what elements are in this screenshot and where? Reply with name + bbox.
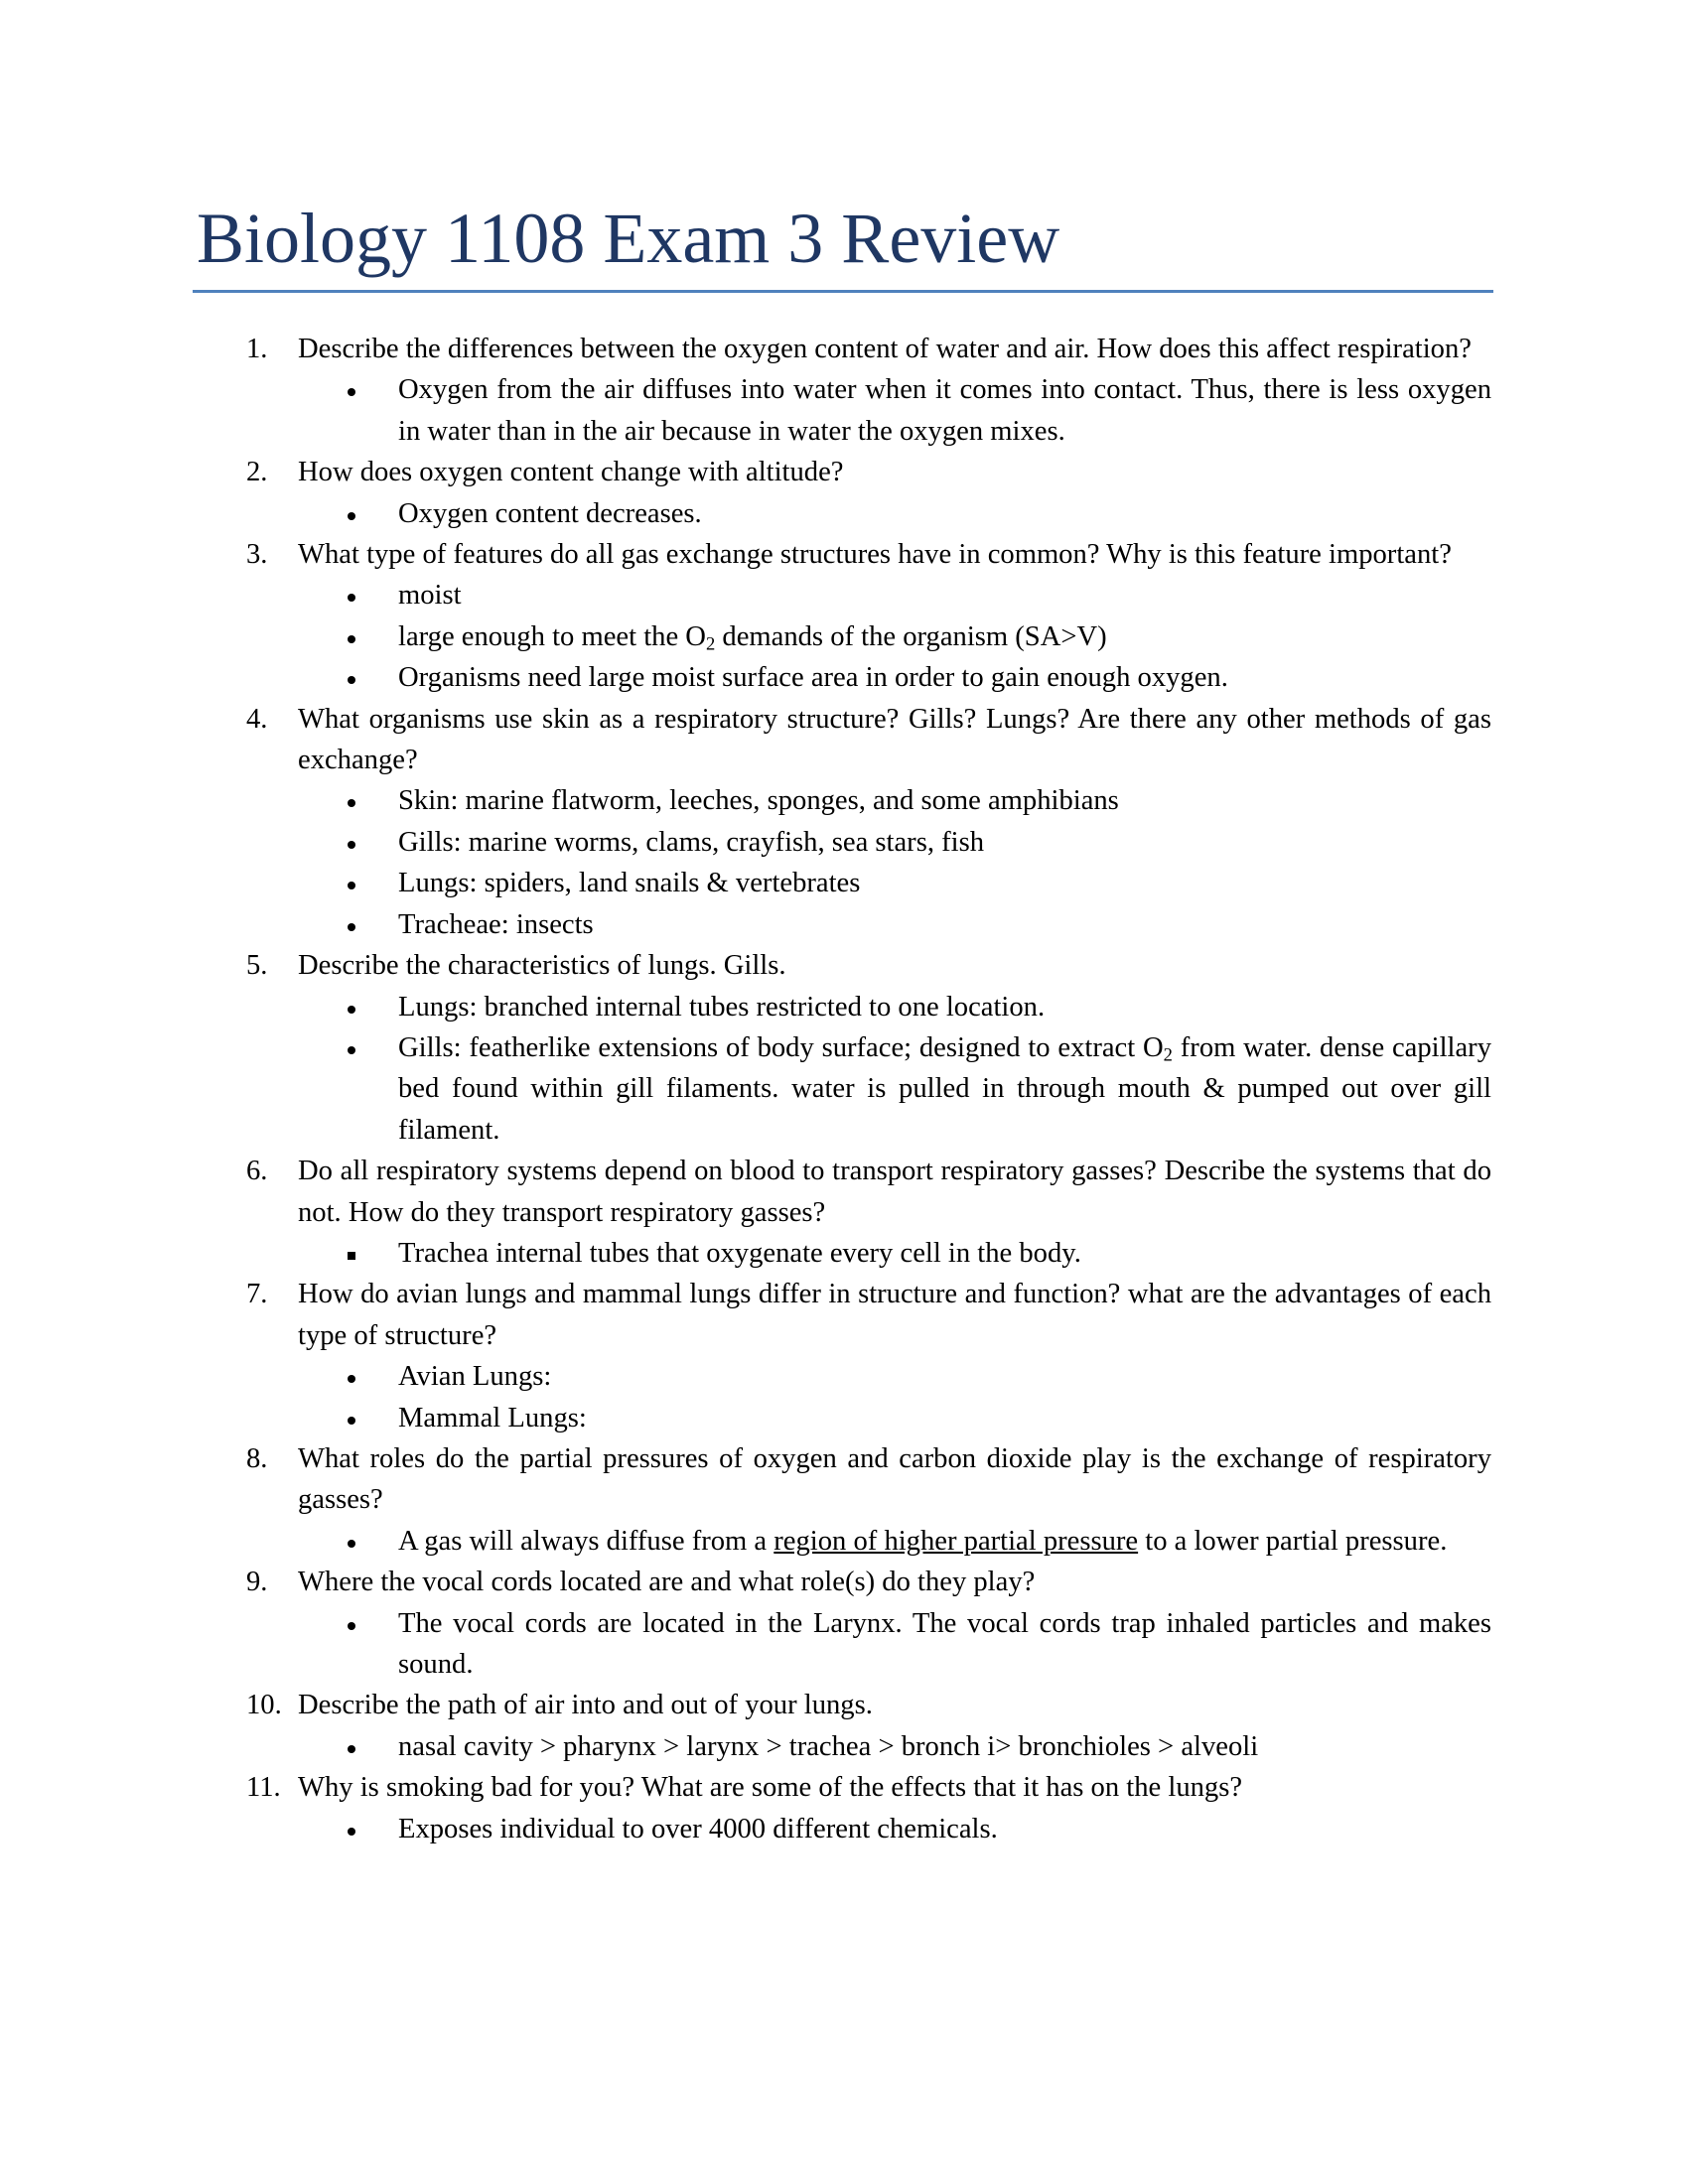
bullet-icon [348, 1417, 355, 1425]
answer-item [298, 1356, 1491, 1397]
question-list [246, 329, 1491, 1849]
bullet-icon [348, 1622, 355, 1630]
underlined-text: region of higher partial pressure [774, 1525, 1139, 1557]
question-item [246, 1767, 1491, 1849]
bullet-icon [348, 1006, 355, 1014]
answer-text [398, 1521, 1491, 1562]
answer-item [298, 616, 1491, 657]
page-title: Biology 1108 Exam 3 Review [197, 199, 1060, 278]
square-bullet-icon [348, 1252, 355, 1260]
answer-list [298, 780, 1491, 945]
answer-item [298, 657, 1491, 698]
question-text: Describe the differences between the oxygen content of water and air. How does this affect respiration? [298, 334, 1472, 364]
answer-item [298, 493, 1491, 534]
answer-item [298, 369, 1491, 452]
question-item [246, 534, 1491, 699]
question-number: 11. [246, 1772, 281, 1804]
answer-item [298, 1726, 1491, 1767]
question-text: How does oxygen content change with altitude? [298, 457, 844, 488]
bullet-icon [348, 1046, 355, 1054]
bullet-icon [348, 512, 355, 520]
bullet-icon [348, 1375, 355, 1383]
bullet-icon [348, 676, 355, 684]
answer-list [298, 1603, 1491, 1686]
question-text: What type of features do all gas exchange structures have in common? Why is this feature important? [298, 539, 1452, 571]
question-item [246, 329, 1491, 452]
answer-text-part: large enough to meet the O [398, 620, 706, 652]
answer-text: Gills: marine worms, clams, crayfish, sea stars, fish [398, 826, 985, 858]
bullet-icon [348, 1540, 355, 1548]
question-number: 3. [246, 539, 268, 571]
answer-text: Oxygen from the air diffuses into water when it comes into contact. Thus, there is less oxygen in water than in the air because in water the oxygen mixes. [398, 374, 1491, 447]
answer-text: Lungs: spiders, land snails & vertebrates [398, 868, 861, 899]
answer-text-part: A gas will always diffuse from a [398, 1525, 774, 1557]
answer-list [298, 1233, 1491, 1274]
answer-list [298, 1809, 1491, 1849]
bullet-icon [348, 882, 355, 889]
answer-item [298, 822, 1491, 863]
bullet-icon [348, 841, 355, 849]
answer-text-part: from water. dense capillary bed found within gill filaments. water is pulled in through mouth & pumped out over gill filament. [398, 1031, 1491, 1146]
answer-item [298, 1809, 1491, 1849]
question-item [246, 1685, 1491, 1767]
bullet-icon [348, 799, 355, 807]
bullet-icon [348, 635, 355, 643]
question-item [246, 1438, 1491, 1562]
answer-item [298, 1027, 1491, 1151]
answer-list [298, 369, 1491, 452]
answer-list [298, 1521, 1491, 1562]
question-number: 10. [246, 1690, 282, 1721]
question-number: 9. [246, 1567, 268, 1598]
answer-text: Avian Lungs: [398, 1361, 552, 1393]
answer-text: Skin: marine flatworm, leeches, sponges, and some amphibians [398, 785, 1119, 817]
answer-text: nasal cavity > pharynx > larynx > trachea > bronch i> bronchioles > alveoli [398, 1730, 1259, 1762]
answer-text: Tracheae: insects [398, 908, 594, 940]
question-number: 2. [246, 457, 268, 488]
bullet-icon [348, 594, 355, 602]
answer-text-part: demands of the organism (SA>V) [715, 620, 1107, 652]
answer-text [398, 1027, 1491, 1151]
question-number: 4. [246, 703, 268, 735]
answer-item [298, 1398, 1491, 1438]
answer-item [298, 780, 1491, 821]
bullet-icon [348, 1828, 355, 1836]
bullet-icon [348, 1745, 355, 1753]
answer-list [298, 1726, 1491, 1767]
question-text: Where the vocal cords located are and what role(s) do they play? [298, 1567, 1036, 1598]
answer-item [298, 987, 1491, 1027]
question-number: 6. [246, 1156, 268, 1187]
answer-text: Oxygen content decreases. [398, 497, 702, 529]
answer-list [298, 575, 1491, 698]
answer-list [298, 987, 1491, 1152]
question-text: Describe the path of air into and out of your lungs. [298, 1690, 873, 1721]
question-item [246, 699, 1491, 945]
answer-text: Lungs: branched internal tubes restricted to one location. [398, 991, 1046, 1023]
question-number: 7. [246, 1279, 268, 1310]
answer-item [298, 1521, 1491, 1562]
answer-item [298, 904, 1491, 945]
question-item [246, 1274, 1491, 1438]
question-text: Do all respiratory systems depend on blood to transport respiratory gasses? Describe the systems that do not. How do they transport respiratory gasses? [298, 1156, 1491, 1228]
answer-item [298, 1603, 1491, 1686]
subscript: 2 [1163, 1044, 1173, 1066]
bullet-icon [348, 388, 355, 396]
question-item [246, 945, 1491, 1151]
answer-text: The vocal cords are located in the Larynx. The vocal cords trap inhaled particles and makes sound. [398, 1607, 1491, 1680]
question-text: Describe the characteristics of lungs. Gills. [298, 950, 786, 982]
question-item [246, 1562, 1491, 1685]
answer-text-part: Gills: featherlike extensions of body surface; designed to extract O [398, 1031, 1164, 1063]
answer-text: Organisms need large moist surface area in order to gain enough oxygen. [398, 662, 1228, 694]
answer-item [298, 1233, 1491, 1274]
question-text: Why is smoking bad for you? What are some of the effects that it has on the lungs? [298, 1772, 1243, 1804]
question-item [246, 1151, 1491, 1274]
question-text: How do avian lungs and mammal lungs differ in structure and function? what are the advantages of each type of structure? [298, 1279, 1491, 1351]
answer-text: Mammal Lungs: [398, 1402, 587, 1433]
question-number: 1. [246, 334, 268, 364]
answer-text: Trachea internal tubes that oxygenate every cell in the body. [398, 1237, 1081, 1269]
answer-list [298, 493, 1491, 534]
subscript: 2 [705, 633, 716, 655]
answer-text-part: to a lower partial pressure. [1138, 1525, 1448, 1557]
question-number: 5. [246, 950, 268, 982]
bullet-icon [348, 923, 355, 931]
answer-text: moist [398, 580, 462, 612]
question-text: What roles do the partial pressures of oxygen and carbon dioxide play is the exchange of respiratory gasses? [298, 1442, 1491, 1516]
question-number: 8. [246, 1442, 268, 1474]
question-item [246, 452, 1491, 534]
answer-list [298, 1356, 1491, 1438]
answer-text: Exposes individual to over 4000 different chemicals. [398, 1813, 998, 1844]
answer-item [298, 575, 1491, 615]
title-underline-rule [193, 290, 1493, 293]
answer-item [298, 863, 1491, 903]
answer-text [398, 616, 1491, 657]
question-text: What organisms use skin as a respiratory structure? Gills? Lungs? Are there any other methods of gas exchange? [298, 703, 1491, 776]
